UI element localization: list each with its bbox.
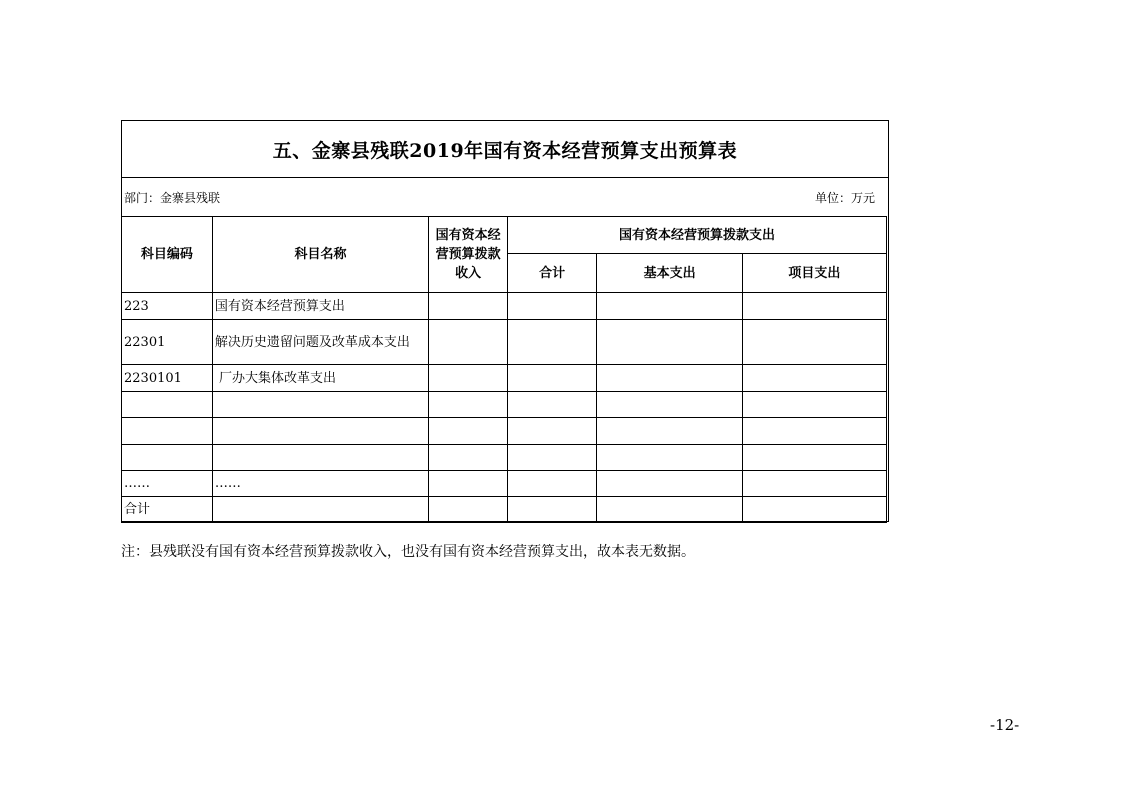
table-row (122, 471, 887, 497)
row-income-cell (429, 320, 508, 365)
table-row (122, 365, 887, 392)
total-name-cell (212, 497, 428, 523)
row-name: 厂办大集体改革支出 (212, 365, 428, 392)
meta-row (122, 178, 888, 216)
row-income-cell (429, 365, 508, 392)
total-row (122, 497, 887, 523)
header-income-text: 国有资本经营预算拨款收入 (435, 228, 501, 281)
budget-table (121, 216, 887, 523)
row-total-cell (507, 365, 597, 392)
row-project-cell (742, 293, 886, 320)
row-total-cell (507, 445, 597, 471)
table-row (122, 418, 887, 445)
row-project-cell (742, 320, 886, 365)
header-code: 科目编码 (122, 217, 213, 293)
row-name: 国有资本经营预算支出 (212, 293, 428, 320)
header-expense-group: 国有资本经营预算拨款支出 (507, 217, 886, 254)
row-code (122, 418, 213, 445)
row-total-cell (507, 418, 597, 445)
row-project-cell (742, 471, 886, 497)
row-basic-cell (597, 471, 742, 497)
row-project-cell (742, 365, 886, 392)
total-basic-cell (597, 497, 742, 523)
row-total-cell (507, 392, 597, 418)
row-project-cell (742, 418, 886, 445)
row-code (122, 392, 213, 418)
table-title: 五、金寨县残联2019年国有资本经营预算支出预算表 (122, 121, 888, 178)
row-total-cell (507, 320, 597, 365)
row-basic-cell (597, 445, 742, 471)
row-income-cell (429, 392, 508, 418)
row-basic-cell (597, 418, 742, 445)
row-name: 解决历史遗留问题及改革成本支出 (212, 320, 428, 365)
row-name (212, 392, 428, 418)
total-label: 合计 (122, 497, 213, 523)
header-income (429, 217, 508, 293)
footnote: 注：县残联没有国有资本经营预算拨款收入，也没有国有资本经营预算支出，故本表无数据。 (121, 544, 695, 560)
table-row (122, 320, 887, 365)
table-row (122, 392, 887, 418)
row-income-cell (429, 293, 508, 320)
table-row (122, 293, 887, 320)
row-name (212, 418, 428, 445)
row-code: 22301 (122, 320, 213, 365)
row-total-cell (507, 293, 597, 320)
row-basic-cell (597, 392, 742, 418)
header-project: 项目支出 (742, 254, 886, 293)
row-basic-cell (597, 320, 742, 365)
total-income-cell (429, 497, 508, 523)
unit-label: 单位：万元 (814, 190, 875, 205)
row-code: 223 (122, 293, 213, 320)
row-project-cell (742, 392, 886, 418)
row-project-cell (742, 445, 886, 471)
row-income-cell (429, 445, 508, 471)
row-name: …… (212, 471, 428, 497)
row-total-cell (507, 471, 597, 497)
total-total-cell (507, 497, 597, 523)
row-basic-cell (597, 293, 742, 320)
header-total: 合计 (507, 254, 597, 293)
row-income-cell (429, 418, 508, 445)
row-code: 2230101 (122, 365, 213, 392)
row-code (122, 445, 213, 471)
row-name (212, 445, 428, 471)
header-basic: 基本支出 (597, 254, 742, 293)
department-label: 部门：金寨县残联 (124, 190, 221, 205)
budget-table-frame (121, 120, 889, 522)
row-income-cell (429, 471, 508, 497)
row-basic-cell (597, 365, 742, 392)
table-row (122, 445, 887, 471)
row-code: …… (122, 471, 213, 497)
header-name: 科目名称 (212, 217, 428, 293)
total-project-cell (742, 497, 886, 523)
page-number: -12- (990, 716, 1020, 734)
